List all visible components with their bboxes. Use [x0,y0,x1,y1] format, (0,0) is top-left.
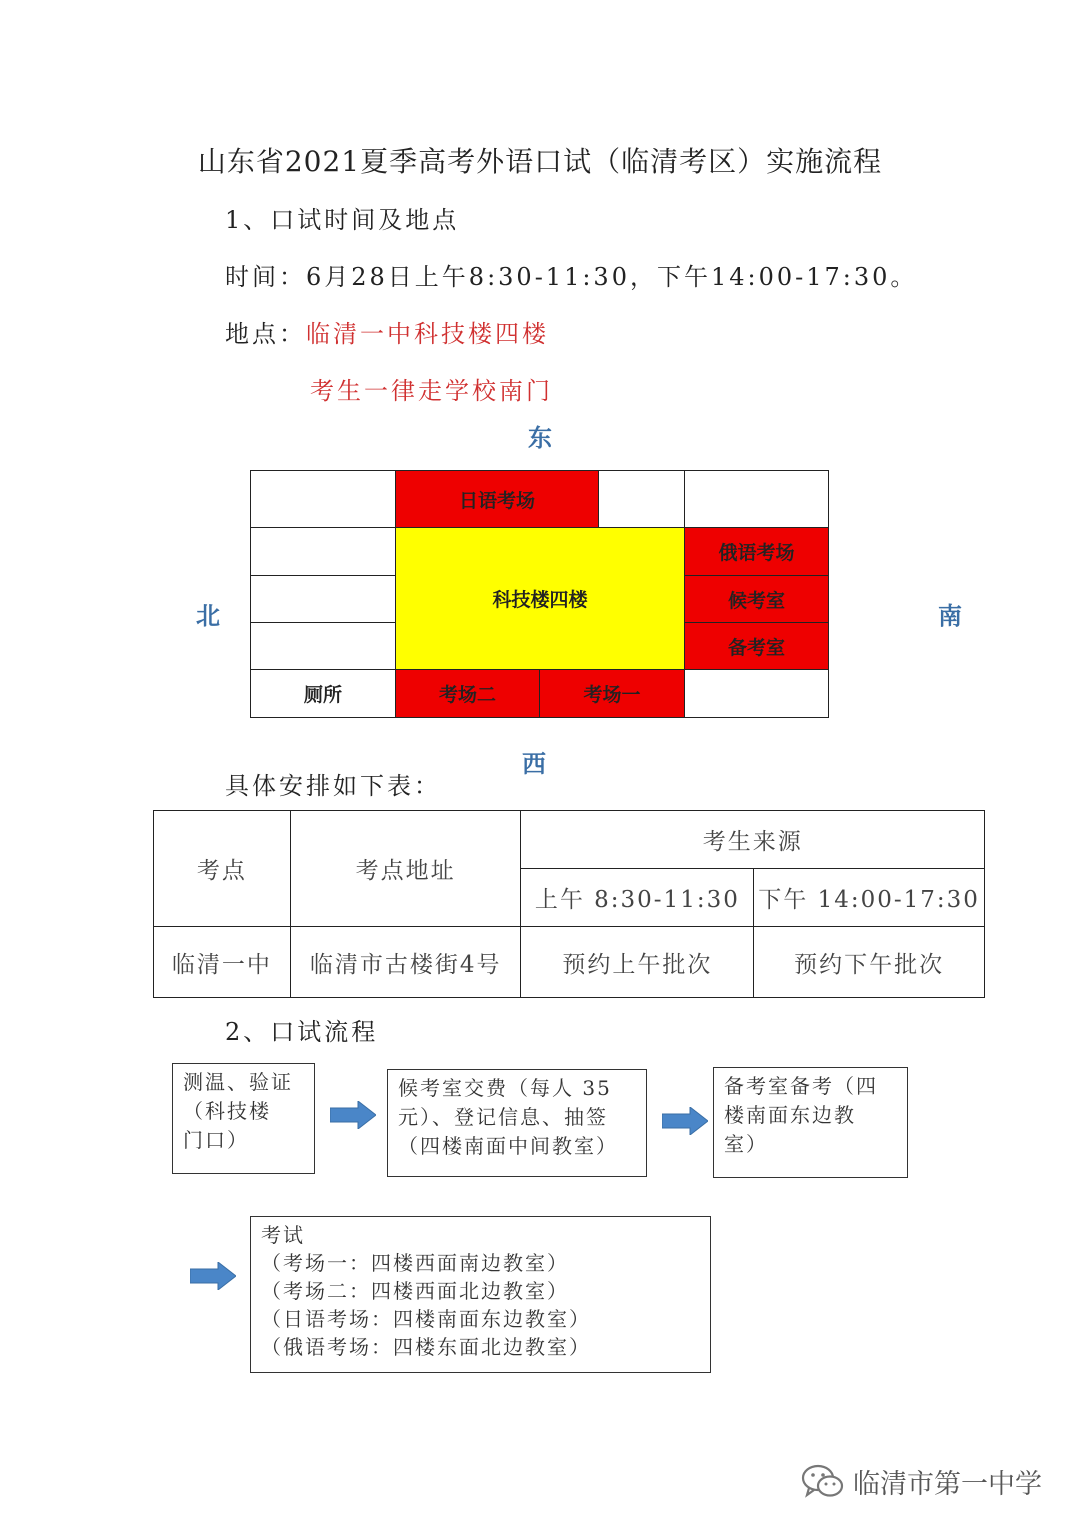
arrow-right-icon [662,1107,708,1135]
compass-east: 东 [528,424,552,452]
account-name: 临清市第一中学 [853,1469,1042,1500]
flow-step-register [387,1069,647,1177]
table-intro: 具体安排如下表： [225,772,441,800]
plan-cell-empty [684,669,829,718]
flow-line: （俄语考场：四楼东面北边教室） [261,1335,591,1359]
flow-line: 候考室交费（每人 35 [398,1076,612,1100]
flow-line: 室） [724,1132,768,1156]
flow-line: 门口） [183,1128,249,1152]
cell-address: 临清市古楼街4号 [290,927,521,998]
flow-line: （考场二：四楼西面北边教室） [261,1279,569,1303]
flow-line: （四楼南面中间教室） [398,1134,618,1158]
compass-south: 南 [938,602,962,630]
flow-line: （考场一：四楼西面南边教室） [261,1251,569,1275]
plan-cell-empty [250,470,396,528]
plan-room-two: 考场二 [395,669,540,718]
arrow-right-icon [330,1101,376,1129]
header-afternoon: 下午 14:00-17:30 [754,869,985,927]
header-address: 考点地址 [290,811,521,927]
flow-line: 备考室备考（四 [724,1074,878,1098]
plan-cell-empty [250,527,396,576]
floor-plan [250,470,829,718]
flow-line: 元）、登记信息、抽签 [398,1105,608,1129]
header-source: 考生来源 [521,811,985,869]
exam-location [225,314,549,349]
wechat-icon [801,1463,845,1501]
compass-west: 西 [522,750,546,778]
plan-building-center: 科技楼四楼 [395,527,685,670]
location-value: 临清一中科技楼四楼 [306,320,549,348]
compass-north: 北 [196,602,220,630]
plan-room-one: 考场一 [539,669,685,718]
flow-step-check [172,1063,315,1174]
header-site: 考点 [154,811,291,927]
arrow-right-icon [190,1262,236,1290]
plan-cell-empty [250,622,396,670]
cell-morning: 预约上午批次 [521,927,754,998]
section1-heading: 1、口试时间及地点 [225,206,460,234]
plan-russian-room: 俄语考场 [684,527,829,576]
flow-line: 楼南面东边教 [724,1103,856,1127]
flow-line: 考试 [261,1223,305,1247]
flow-step-exam [250,1216,711,1373]
plan-cell-empty [250,575,396,623]
account-watermark [801,1462,1042,1501]
flow-line: 测温、验证 [183,1070,293,1094]
plan-cell-empty [598,470,685,528]
plan-toilet: 厕所 [250,669,396,718]
location-label: 地点： [225,320,306,348]
flow-line: （科技楼 [183,1099,271,1123]
flow-line: （日语考场：四楼南面东边教室） [261,1307,591,1331]
plan-prep-room: 备考室 [684,622,829,670]
schedule-table [153,810,985,998]
flow-step-prepare [713,1067,908,1178]
plan-cell-empty [684,470,829,528]
section2-heading: 2、口试流程 [225,1018,379,1046]
header-morning: 上午 8:30-11:30 [521,869,754,927]
gate-note: 考生一律走学校南门 [310,377,553,405]
cell-site: 临清一中 [154,927,291,998]
plan-waiting-room: 候考室 [684,575,829,623]
cell-afternoon: 预约下午批次 [754,927,985,998]
document-title: 山东省2021夏季高考外语口试（临清考区）实施流程 [197,145,883,178]
plan-japanese-room: 日语考场 [395,470,599,528]
exam-time: 时间：6月28日上午8:30-11:30，下午14:00-17:30。 [225,263,918,291]
